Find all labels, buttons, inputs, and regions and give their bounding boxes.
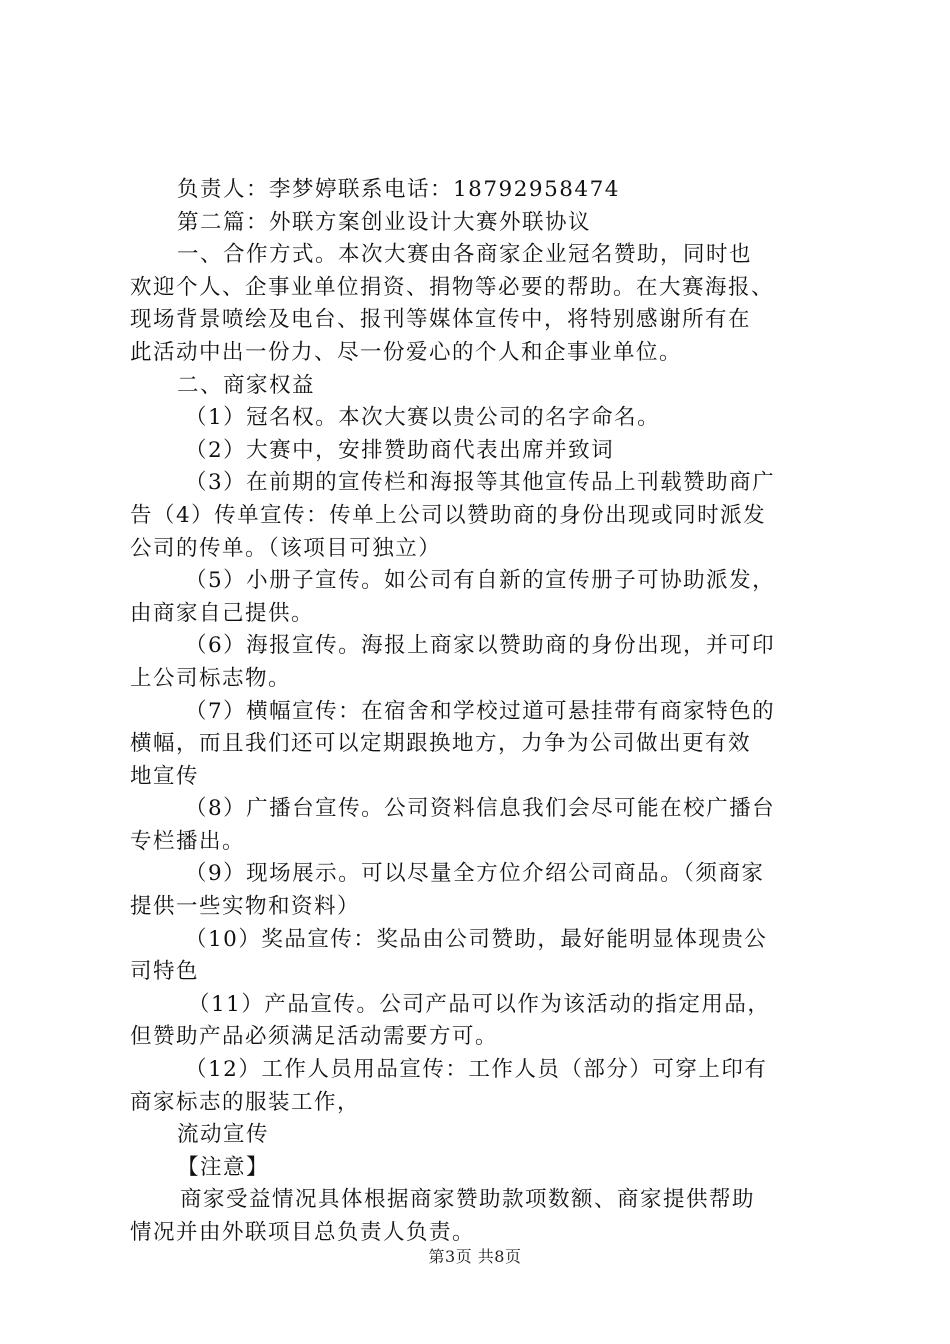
- text-line: 欢迎个人、企事业单位捐资、捐物等必要的帮助。在大赛海报、: [130, 274, 775, 300]
- text-line: 但赞助产品必须满足活动需要方可。: [130, 1024, 499, 1050]
- text-line: 由商家自己提供。: [130, 600, 315, 626]
- text-line: 此活动中出一份力、尽一份爱心的个人和企事业单位。: [130, 339, 683, 365]
- text-line: 负责人：李梦婷联系电话：18792958474: [177, 177, 620, 202]
- document-body: [130, 174, 835, 1250]
- text-line: 司特色: [130, 959, 200, 985]
- text-line: 商家受益情况具体根据商家赞助款项数额、商家提供帮助: [180, 1187, 756, 1213]
- page-footer: 第3页 共8页: [428, 1247, 522, 1266]
- text-line: 情况并由外联项目总负责人负责。: [130, 1220, 476, 1245]
- text-line: （9）现场展示。可以尽量全方位介绍公司商品。（须商家: [185, 861, 765, 887]
- text-line: 一、合作方式。本次大赛由各商家企业冠名赞助，同时也: [177, 242, 753, 268]
- text-line: 专栏播出。: [130, 828, 246, 854]
- text-line: 横幅，而且我们还可以定期跟换地方，力争为公司做出更有效: [130, 731, 752, 757]
- text-line: （8）广播台宣传。公司资料信息我们会尽可能在校广播台: [185, 796, 776, 822]
- text-line: 商家标志的服装工作，: [130, 1089, 361, 1115]
- text-line: （2）大赛中，安排赞助商代表出席并致词: [185, 437, 615, 463]
- text-line: 公司的传单。（该项目可独立）: [130, 535, 442, 561]
- text-line: （5）小册子宣传。如公司有自新的宣传册子可协助派发，: [185, 568, 776, 594]
- text-line: （7）横幅宣传：在宿舍和学校过道可悬挂带有商家特色的: [185, 698, 776, 724]
- text-line: （11）产品宣传。公司产品可以作为该活动的指定用品，: [188, 991, 771, 1017]
- text-line: （6）海报宣传。海报上商家以赞助商的身份出现，并可印: [185, 633, 776, 659]
- text-line: 第二篇：外联方案创业设计大赛外联协议: [177, 209, 592, 235]
- text-line: （3）在前期的宣传栏和海报等其他宣传品上刊载赞助商广: [185, 470, 776, 496]
- text-line: 二、商家权益: [177, 372, 316, 398]
- text-line: （12）工作人员用品宣传：工作人员（部分）可穿上印有: [185, 1057, 768, 1083]
- text-line: 提供一些实物和资料）: [130, 894, 361, 920]
- text-line: 现场背景喷绘及电台、报刊等媒体宣传中，将特别感谢所有在: [130, 307, 752, 333]
- text-line: （10）奖品宣传：奖品由公司赞助，最好能明显体现贵公: [185, 926, 768, 952]
- text-line: 【注意】: [177, 1154, 270, 1180]
- text-line: 流动宣传: [177, 1122, 270, 1148]
- text-line: 地宣传: [130, 763, 200, 789]
- text-line: 上公司标志物。: [130, 665, 292, 691]
- text-line: （1）冠名权。本次大赛以贵公司的名字命名。: [185, 405, 661, 431]
- text-line: 告（4）传单宣传：传单上公司以赞助商的身份出现或同时派发: [130, 502, 767, 528]
